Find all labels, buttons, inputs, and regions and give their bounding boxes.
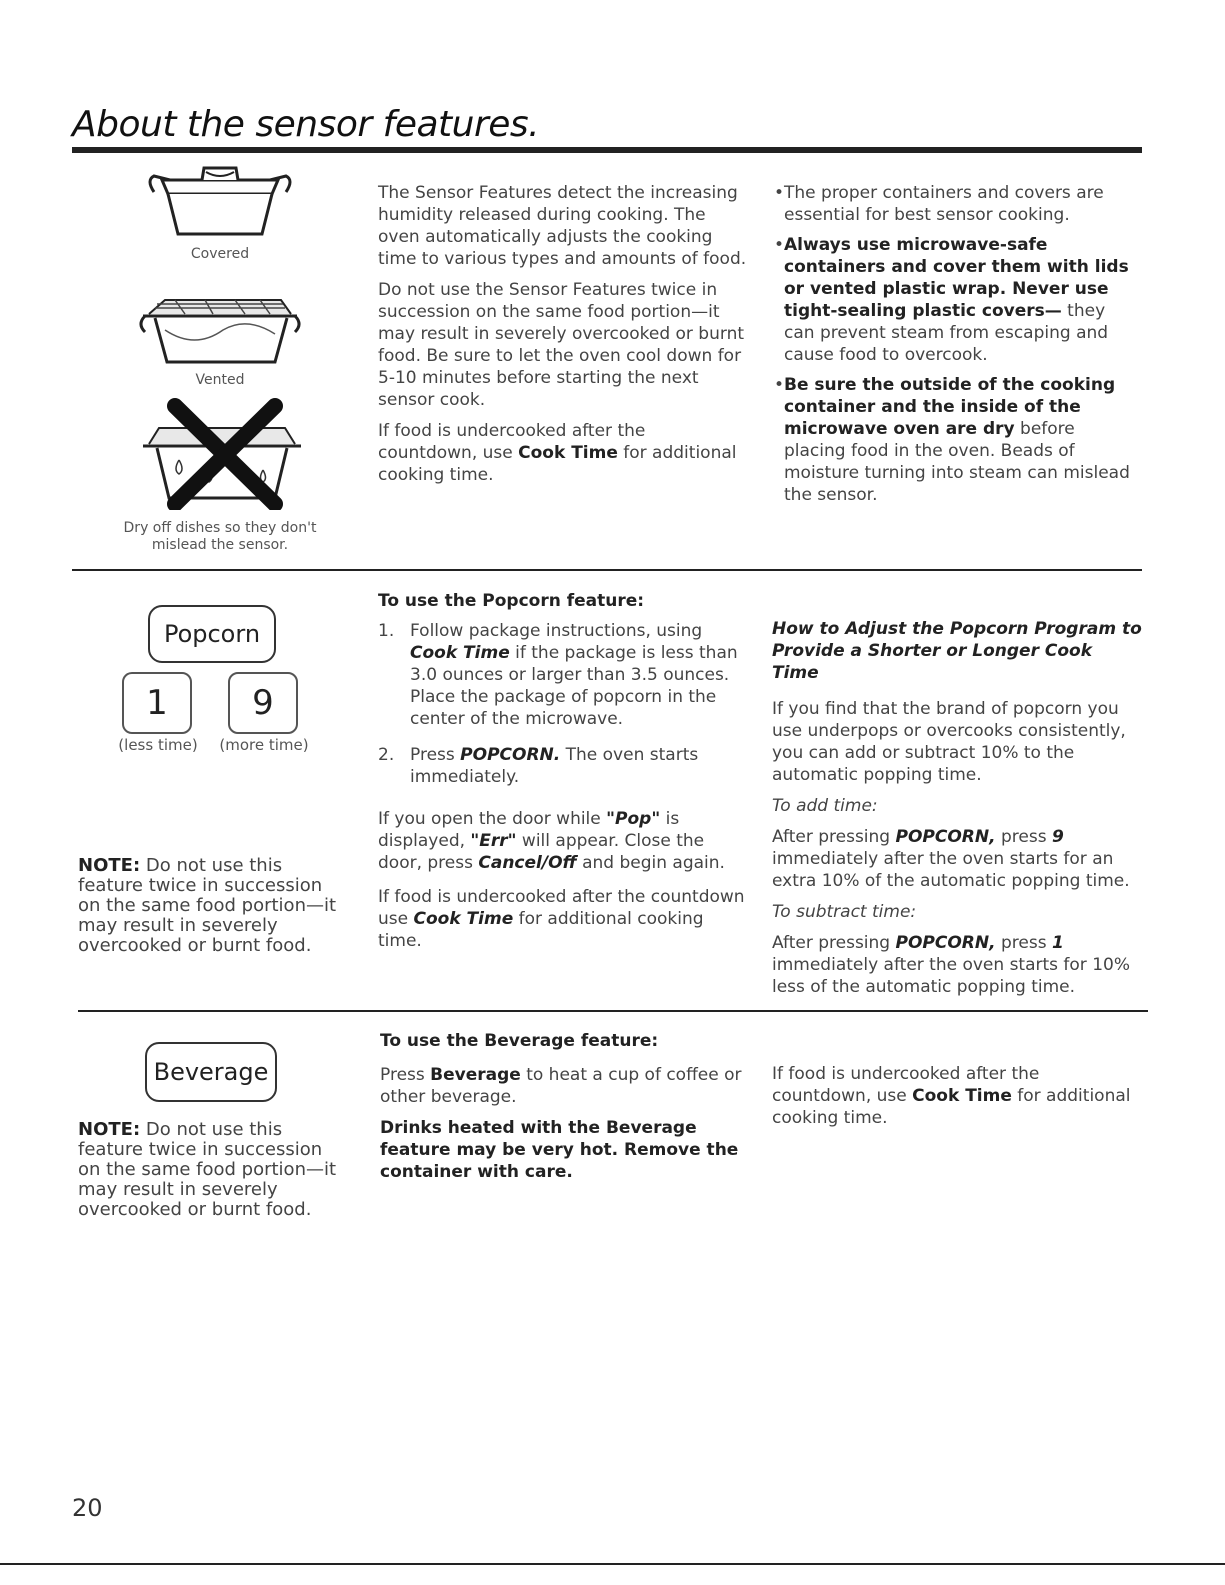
containers-bullet: • The proper containers and covers are essential for best sensor cooking. [774, 182, 1134, 226]
subtract-time-paragraph: After pressing POPCORN, press 1 immediately after the oven starts for 10% less of the automatic popping time. [772, 933, 1130, 997]
popcorn-instructions [378, 590, 750, 961]
popcorn-step-2: 2. Press POPCORN. The oven starts immediately. [378, 745, 699, 787]
dry-caption-line1: Dry off dishes so they don't [123, 520, 317, 536]
covered-caption: Covered [190, 246, 250, 262]
popcorn-undercooked-paragraph: If food is undercooked after the countdown use Cook Time for additional cooking time. [378, 887, 745, 951]
popcorn-adjust-paragraph: If you find that the brand of popcorn you use underpops or overcooks consistently, you can add or subtract 10% to the automatic popping time. [772, 699, 1126, 785]
sensor-intro-paragraph: The Sensor Features detect the increasing humidity released during cooking. The oven automatically adjusts the cooking time to various types and amounts of food. [378, 183, 747, 269]
popcorn-step-1: 1. Follow package instructions, using Cook Time if the package is less than 3.0 ounces or larger than 3.5 ounces. Place the package of popcorn in the center of the microwave. [378, 621, 738, 729]
popcorn-note: NOTE: Do not use this feature twice in succession on the same food portion—it may result in severely overcooked or burnt food. [78, 855, 337, 956]
popcorn-door-paragraph: If you open the door while "Pop" is displayed, "Err" will appear. Close the door, press Cancel/Off and begin again. [378, 809, 725, 873]
beverage-key: Beverage [145, 1042, 277, 1102]
beverage-hot-warning: Drinks heated with the Beverage feature may be very hot. Remove the container with care. [380, 1118, 739, 1182]
popcorn-adjust-title: How to Adjust the Popcorn Program to Provide a Shorter or Longer Cook Time [772, 619, 1142, 683]
section-divider-2 [78, 1010, 1148, 1012]
page-number: 20 [72, 1494, 103, 1522]
wet-dish-crossed-illustration [135, 398, 310, 510]
dry-container-bullet: • Be sure the outside of the cooking container and the inside of the microwave oven are dry before placing food in the oven. Beads of moisture turning into steam can mislead the sensor. [774, 374, 1134, 506]
beverage-note: NOTE: Do not use this feature twice in succession on the same food portion—it may result in severely overcooked or burnt food. [78, 1119, 337, 1220]
beverage-heading: To use the Beverage feature: [380, 1031, 659, 1051]
add-time-label: To add time: [772, 796, 878, 816]
sensor-container-tips [774, 182, 1134, 514]
keypad-9: 9 [228, 672, 298, 734]
title-rule [72, 147, 1142, 153]
popcorn-adjust-column [772, 618, 1142, 1007]
popcorn-key: Popcorn [148, 605, 276, 663]
sensor-twice-warning: Do not use the Sensor Features twice in succession on the same food portion—it may result in severely overcooked or burnt food. Be sure to let the oven cool down for 5-10 minutes before starting the next sensor cook. [378, 280, 745, 410]
page-title: About the sensor features. [72, 104, 540, 145]
dry-caption-line2: mislead the sensor. [151, 537, 289, 553]
page-bottom-edge [0, 1563, 1225, 1565]
beverage-instructions [380, 1030, 750, 1192]
beverage-undercooked-paragraph: If food is undercooked after the countdown, use Cook Time for additional cooking time. [772, 1064, 1131, 1128]
add-time-paragraph: After pressing POPCORN, press 9 immediately after the oven starts for an extra 10% of the automatic popping time. [772, 827, 1130, 891]
sensor-undercooked-paragraph: If food is undercooked after the countdown, use Cook Time for additional cooking time. [378, 421, 737, 485]
section-divider-1 [72, 569, 1142, 571]
beverage-press-paragraph: Press Beverage to heat a cup of coffee or other beverage. [380, 1065, 742, 1107]
microwave-safe-bullet: • Always use microwave-safe containers and cover them with lids or vented plastic wrap. Never use tight-sealing plastic covers— they can prevent steam from escaping and cause food to overcook. [774, 234, 1134, 366]
popcorn-heading: To use the Popcorn feature: [378, 591, 645, 611]
dry-caption [120, 520, 320, 554]
subtract-time-label: To subtract time: [772, 902, 917, 922]
covered-dish-illustration [140, 160, 300, 250]
vented-dish-illustration [135, 290, 305, 370]
vented-caption: Vented [195, 372, 245, 388]
sensor-intro-column [378, 182, 748, 495]
popcorn-steps [378, 620, 750, 788]
less-time-label: (less time) [118, 736, 198, 754]
more-time-label: (more time) [219, 736, 309, 754]
keypad-1: 1 [122, 672, 192, 734]
